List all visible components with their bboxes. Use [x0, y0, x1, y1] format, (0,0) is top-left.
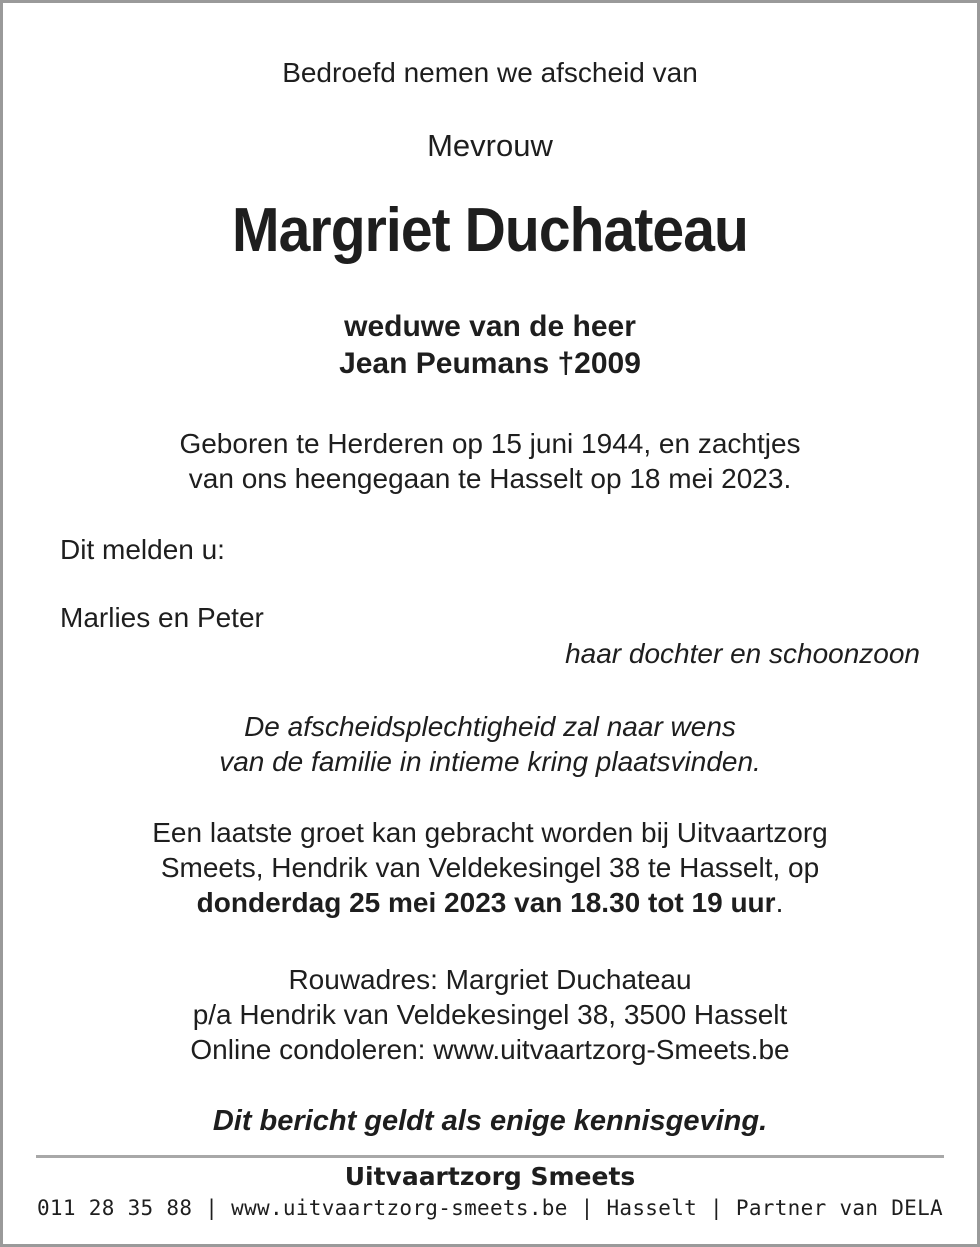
- address-line: Rouwadres: Margriet Duchateau: [288, 964, 692, 995]
- birth-death-block: [3, 426, 977, 496]
- deceased-name: Margriet Duchateau: [232, 196, 748, 265]
- greeting-date-suffix: .: [775, 887, 784, 918]
- intro-text: Bedroefd nemen we afscheid van: [282, 57, 698, 88]
- death-line: van ons heengegaan te Hasselt op 18 mei 2023.: [188, 463, 792, 494]
- widow-of-block: [3, 308, 977, 382]
- widow-of-line: weduwe van de heer: [344, 310, 636, 343]
- greeting-line: Een laatste groet kan gebracht worden bij Uitvaartzorg: [152, 817, 828, 848]
- ceremony-line: De afscheidsplechtigheid zal naar wens: [244, 711, 736, 742]
- condolence-line: Online condoleren: www.uitvaartzorg-Smeets.be: [190, 1034, 790, 1065]
- company-name: Uitvaartzorg Smeets: [344, 1162, 636, 1191]
- greeting-date: donderdag 25 mei 2023 van 18.30 tot 19 uur: [196, 887, 776, 918]
- ceremony-block: [3, 709, 977, 779]
- address-line: p/a Hendrik van Veldekesingel 38, 3500 Hasselt: [192, 999, 788, 1030]
- footer-divider: [36, 1155, 944, 1158]
- greeting-date-line: [3, 885, 977, 920]
- family-names: Marlies en Peter: [60, 602, 264, 633]
- ceremony-line: van de familie in intieme kring plaatsvinden.: [219, 746, 761, 777]
- company-contact: 011 28 35 88 | www.uitvaartzorg-smeets.be | Hasselt | Partner van DELA: [36, 1196, 943, 1220]
- spouse-name: Jean Peumans †2009: [339, 347, 641, 380]
- birth-line: Geboren te Herderen op 15 juni 1944, en zachtjes: [179, 428, 801, 459]
- mourning-address-block: [3, 962, 977, 1067]
- notice-text: Dit bericht geldt als enige kennisgeving.: [212, 1105, 768, 1137]
- announced-by: Dit melden u:: [60, 534, 225, 565]
- last-greeting-block: [3, 815, 977, 920]
- family-relation: haar dochter en schoonzoon: [565, 638, 920, 669]
- salutation: Mevrouw: [427, 128, 553, 163]
- greeting-line: Smeets, Hendrik van Veldekesingel 38 te Hasselt, op: [160, 852, 820, 883]
